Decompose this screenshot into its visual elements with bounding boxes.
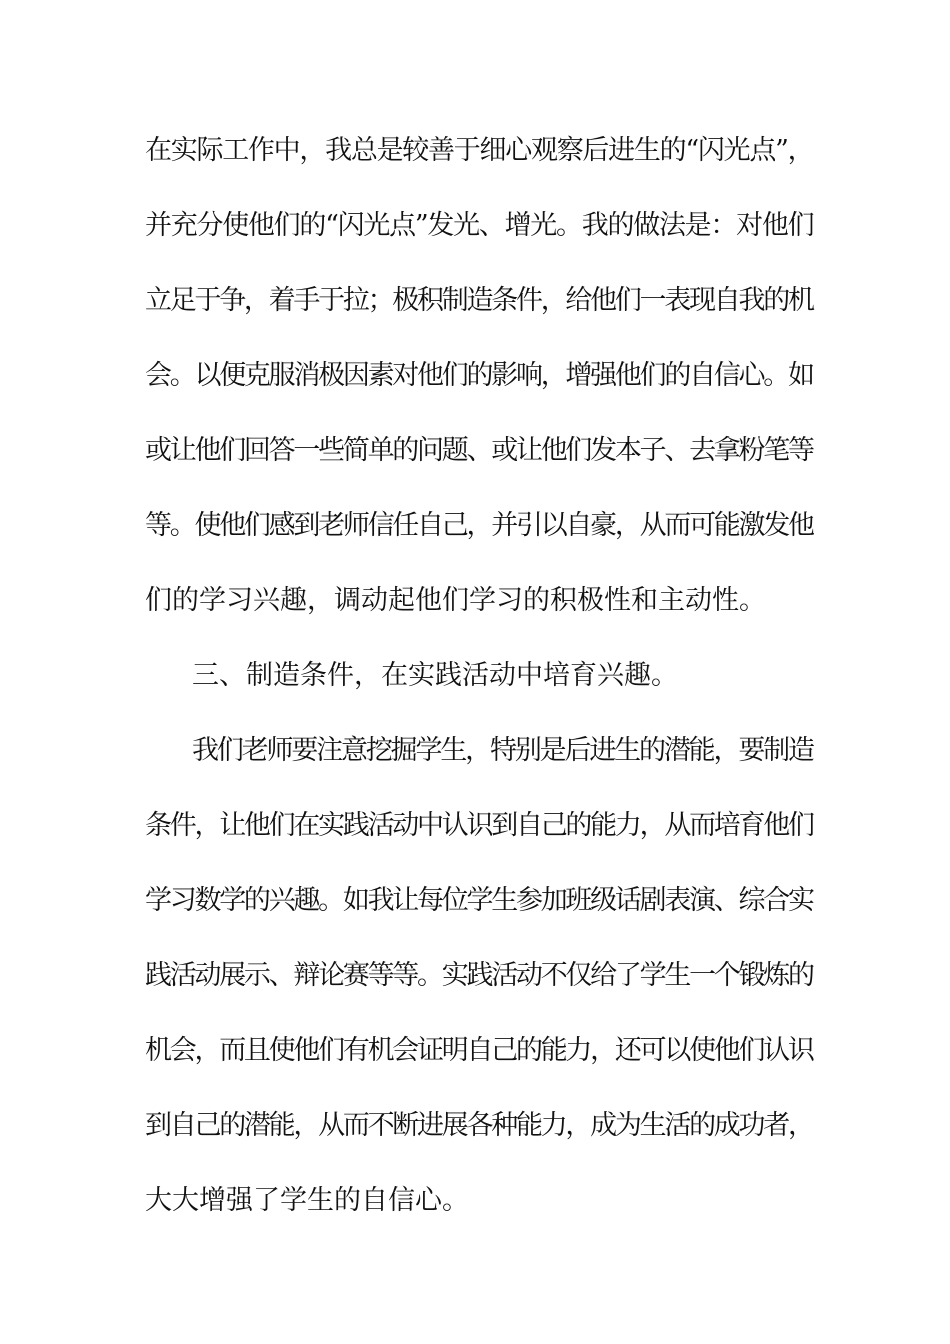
text-line: 学习数学的兴趣。如我让每位学生参加班级话剧表演、综合实 bbox=[145, 885, 813, 916]
section-heading: 三、制造条件，在实践活动中培育兴趣。 bbox=[192, 660, 678, 691]
text-line: 立足于争，着手于拉；极积制造条件，给他们一表现自我的机 bbox=[145, 285, 813, 316]
text-line: 机会，而且使他们有机会证明自己的能力，还可以使他们认识 bbox=[145, 1035, 813, 1066]
text-line: 或让他们回答一些简单的问题、或让他们发本子、去拿粉笔等 bbox=[145, 435, 813, 466]
text-line: 到自己的潜能，从而不断进展各种能力，成为生活的成功者， bbox=[145, 1110, 813, 1141]
text-line: 等。使他们感到老师信任自己，并引以自豪，从而可能激发他 bbox=[145, 510, 813, 541]
text-line: 条件，让他们在实践活动中认识到自己的能力，从而培育他们 bbox=[145, 810, 813, 841]
text-line: 在实际工作中，我总是较善于细心观察后进生的“闪光点”， bbox=[145, 135, 814, 166]
text-line: 并充分使他们的“闪光点”发光、增光。我的做法是：对他们 bbox=[145, 210, 814, 241]
text-line: 会。以便克服消极因素对他们的影响，增强他们的自信心。如 bbox=[145, 360, 813, 391]
text-line: 我们老师要注意挖掘学生，特别是后进生的潜能，要制造 bbox=[192, 735, 813, 766]
text-line: 们的学习兴趣，调动起他们学习的积极性和主动性。 bbox=[145, 585, 766, 616]
text-line: 践活动展示、辩论赛等等。实践活动不仅给了学生一个锻炼的 bbox=[145, 960, 813, 991]
text-line: 大大增强了学生的自信心。 bbox=[145, 1185, 469, 1216]
